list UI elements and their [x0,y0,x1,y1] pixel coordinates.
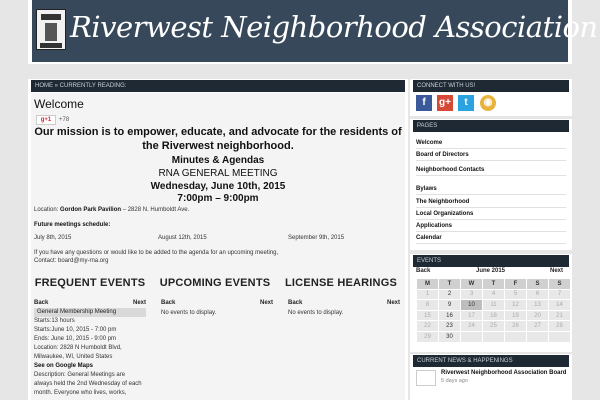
upcoming-back-link[interactable]: Back [161,300,176,306]
calendar-day[interactable]: 9 [439,300,461,311]
weekday-header: W [461,279,483,290]
event-detail: Ends: June 10, 2015 - 9:00 pm [34,336,117,342]
news-heading: CURRENT NEWS & HAPPENINGS [413,355,569,367]
calendar-day-empty [483,331,505,342]
header-banner [32,0,598,62]
weekday-header: M [417,279,439,290]
calendar-day[interactable]: 18 [483,310,505,321]
calendar-day[interactable]: 26 [505,321,527,332]
google-plus-icon[interactable]: g+ [437,95,453,111]
twitter-icon[interactable]: t [458,95,474,111]
google-maps-link[interactable]: See on Google Maps [34,363,94,369]
upcoming-next-link[interactable]: Next [260,300,274,306]
calendar-day[interactable]: 28 [549,321,571,332]
mission-statement: Our mission is to empower, educate, and advocate for the residents of the Riverwest neighborhood. [34,126,402,152]
page-link-organizations[interactable]: Local Organizations [416,209,566,220]
minutes-agendas-link[interactable]: Minutes & Agendas [171,155,265,166]
future-date: September 9th, 2015 [288,235,345,241]
breadcrumb: HOME » CURRENTLY READING: [31,80,405,92]
facebook-icon[interactable]: f [416,95,432,111]
calendar-day[interactable]: 13 [527,300,549,311]
calendar-day[interactable]: 22 [417,321,439,332]
news-item-title[interactable]: Riverwest Neighborhood Association Board [441,370,567,376]
upcoming-empty-text: No events to display. [161,310,217,316]
main-content [28,79,408,400]
event-detail: Starts:June 10, 2015 - 7:00 pm [34,327,117,333]
calendar-back-link[interactable]: Back [416,268,431,274]
event-detail: Starts:13 hours [34,318,75,324]
connect-widget [410,79,572,116]
calendar-day[interactable]: 30 [439,331,461,342]
calendar-day[interactable]: 25 [483,321,505,332]
meeting-title: RNA GENERAL MEETING [158,168,278,179]
news-widget [410,354,572,400]
license-next-link[interactable]: Next [387,300,401,306]
weekday-header: S [549,279,571,290]
calendar-day[interactable]: 4 [483,289,505,300]
google-plus-one-button[interactable]: g+1 [36,115,56,125]
future-meetings-label: Future meetings schedule: [34,222,111,228]
meeting-time: 7:00pm – 9:00pm [177,193,259,204]
calendar-day[interactable]: 29 [417,331,439,342]
events-widget [410,254,572,352]
location-label: Location: [34,207,59,213]
page-link-welcome[interactable]: Welcome [416,138,566,149]
calendar-day[interactable]: 8 [417,300,439,311]
calendar-day[interactable]: 14 [549,300,571,311]
calendar-day[interactable]: 5 [505,289,527,300]
weekday-header: F [505,279,527,290]
license-back-link[interactable]: Back [288,300,303,306]
pages-heading: PAGES [413,120,569,132]
event-description: month. Everyone who lives, works, [34,390,127,396]
calendar-day[interactable]: 7 [549,289,571,300]
page-link-neighborhood[interactable]: The Neighborhood [416,197,566,208]
page-link-applications[interactable]: Applications [416,221,566,232]
frequent-back-link[interactable]: Back [34,300,49,306]
event-detail: Location: 2828 N Humboldt Blvd, [34,345,122,351]
google-plus-count: +78 [59,117,70,123]
site-logo-icon[interactable] [36,9,66,50]
calendar-day[interactable]: 27 [527,321,549,332]
news-item-time: 5 days ago [441,378,468,384]
calendar-day[interactable]: 21 [549,310,571,321]
calendar-day[interactable]: 20 [527,310,549,321]
upcoming-events-heading: UPCOMING EVENTS [159,277,271,289]
calendar-day[interactable]: 12 [505,300,527,311]
connect-heading: CONNECT WITH US! [413,80,569,92]
page-link-board[interactable]: Board of Directors [416,150,566,161]
calendar-day-today[interactable]: 10 [461,300,483,311]
calendar-month: June 2015 [476,268,506,274]
license-hearings-heading: LICENSE HEARINGS [285,277,397,289]
calendar-grid [416,278,571,343]
site-header [28,0,598,64]
contact-text: If you have any questions or would like to be added to the agenda for an upcoming meeting, [34,250,279,256]
event-item[interactable]: General Membership Meeting [34,308,146,317]
content-body [31,93,405,400]
calendar-day[interactable]: 2 [439,289,461,300]
calendar-day-empty [549,331,571,342]
calendar-next-link[interactable]: Next [550,268,564,274]
weekday-header: T [483,279,505,290]
calendar-day-empty [505,331,527,342]
calendar-day[interactable]: 23 [439,321,461,332]
calendar-day[interactable]: 24 [461,321,483,332]
license-empty-text: No events to display. [288,310,344,316]
page-link-bylaws[interactable]: Bylaws [416,184,566,195]
location-address: – 2828 N. Humboldt Ave. [121,207,190,213]
future-date: August 12th, 2015 [158,235,207,241]
calendar-day[interactable]: 3 [461,289,483,300]
calendar-day[interactable]: 16 [439,310,461,321]
event-detail: Milwaukee, WI, United States [34,354,113,360]
frequent-next-link[interactable]: Next [133,300,147,306]
meeting-location [34,207,189,213]
frequent-events-heading: FREQUENT EVENTS [34,277,146,289]
contact-email[interactable]: Contact: board@my-rna.org [34,258,109,264]
calendar-day[interactable]: 6 [527,289,549,300]
calendar-day[interactable]: 1 [417,289,439,300]
weekday-header: S [527,279,549,290]
weekday-header: T [439,279,461,290]
future-date: July 8th, 2015 [34,235,72,241]
page-link-calendar[interactable]: Calendar [416,233,566,244]
meeting-date: Wednesday, June 10th, 2015 [150,181,286,192]
calendar-day[interactable]: 19 [505,310,527,321]
calendar-day[interactable]: 15 [417,310,439,321]
event-description: always held the 2nd Wednesday of each [34,381,142,387]
calendar-day-empty [461,331,483,342]
event-description: Description: General Meetings are [34,372,126,378]
events-heading: EVENTS [413,255,569,267]
page-title: Welcome [34,97,84,111]
calendar-day[interactable]: 11 [483,300,505,311]
rss-icon[interactable]: ◉ [480,95,496,111]
site-title[interactable]: Riverwest Neighborhood Association [70,10,598,44]
pages-widget [410,119,572,250]
news-thumbnail[interactable] [416,370,436,386]
calendar-day[interactable]: 17 [461,310,483,321]
page-link-contacts[interactable]: Neighborhood Contacts [416,165,566,176]
calendar-day-empty [527,331,549,342]
location-name: Gordon Park Pavilion [60,207,122,213]
